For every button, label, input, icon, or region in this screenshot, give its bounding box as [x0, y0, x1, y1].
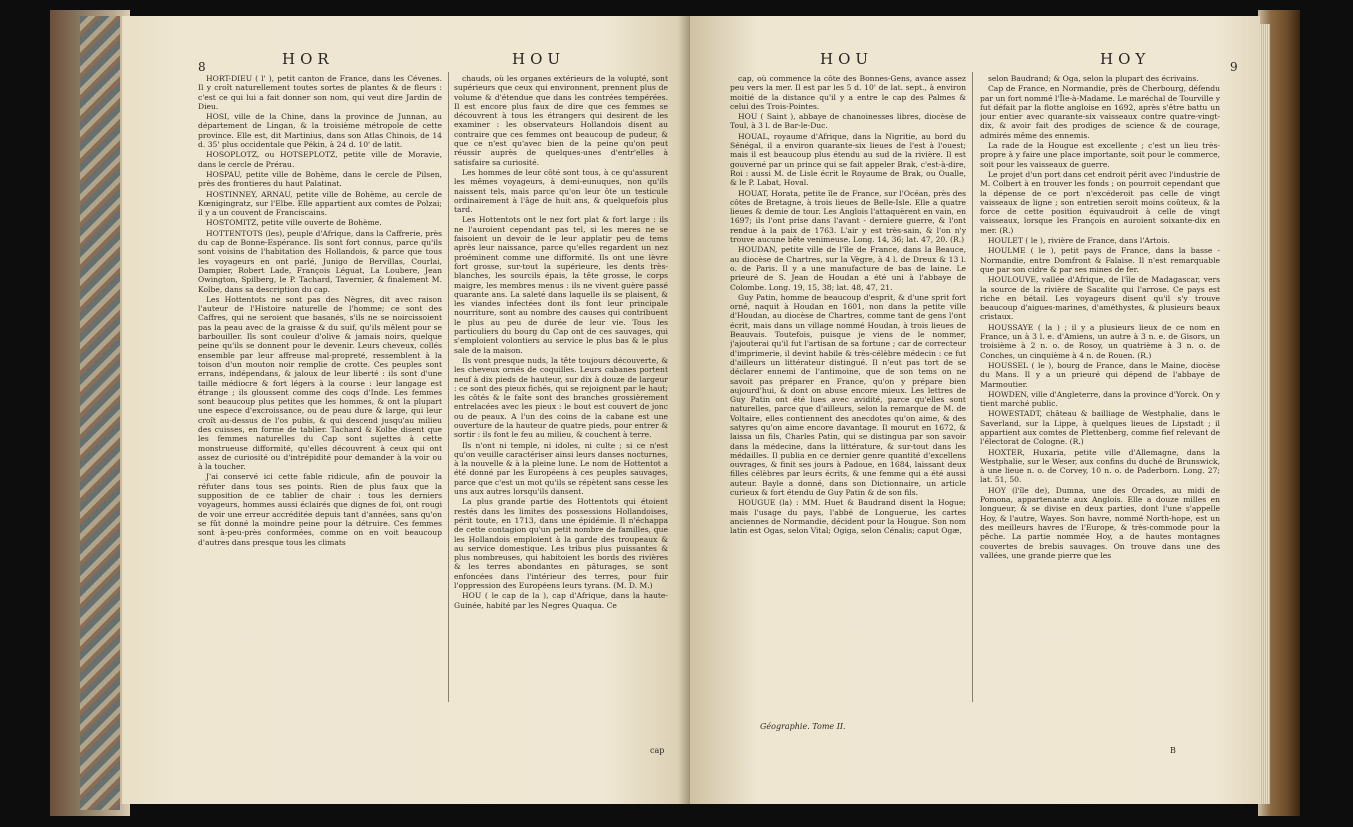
- running-head-left: HOR: [282, 50, 334, 68]
- entry-paragraph: Les hommes de leur côté sont tous, à ce qu'assurent les mêmes voyageurs, à demi-eunuques, non qu'ils naissent tels, mais parce qu'on leur ôte un testicule ordinairement à l'âge de huit ans, & quelquefois plus tard.: [454, 167, 668, 215]
- column-rule: [448, 72, 449, 702]
- entry-paragraph: La rade de la Hougue est excellente ; c'est un lieu très-propre à y faire une place importante, soit pour le commerce, soit pour les vaisseaux de guerre.: [980, 141, 1220, 169]
- entry-paragraph: cap, où commence la côte des Bonnes-Gens, avance assez peu vers la mer. Il est par les 5 d. 10' de lat. sept., à environ moitié de la distance qu'il y a entre le cap des Palmes & celui des Trois-Pointes.: [730, 74, 966, 111]
- entry-paragraph: HOUSSEL ( le ), bourg de France, dans le Maine, diocèse du Mans. Il y a un prieuré qui dépend de l'abbaye de Marmoutier.: [980, 360, 1220, 389]
- entry-paragraph: HOTTENTOTS (les), peuple d'Afrique, dans la Caffrerie, près du cap de Bonne-Espérance. Ils sont fort connus, parce qu'ils sont voisins de l'habitation des Hollandois, & parce que tous les voyageurs en ont parlé, Junigo de Bervillas, Courlai, Dampier, Robert Lade, François Léguat, La Loubere, Jean Owington, Spilberg, le P. Tachard, Tavernier, & finalement M. Kolbe, dans sa description du cap.: [198, 228, 442, 294]
- signature-line: Géographie. Tome II.: [760, 722, 846, 731]
- entry-paragraph: HOULOUVE, vallée d'Afrique, de l'île de Madagascar, vers la source de la rivière de Sacalite qui l'arrose. Ce pays est riche en bétail. Les voyageurs disent qu'il s'y trouve beaucoup d'aigues-marines, d'améthystes, & plusieurs beaux cristaux.: [980, 275, 1220, 322]
- entry-paragraph: HOUDAN, petite ville de l'île de France, dans la Beauce, au diocèse de Chartres, sur la Vègre, à 4 l. de Dreux & 13 l. o. de Paris. Il y a une manufacture de bas de laine. Le prieuré de S. Jean de Houdan a été uni à l'abbaye de Colombe. Long. 19, 15, 38; lat. 48, 47, 21.: [730, 245, 966, 292]
- entry-paragraph: HOSI, ville de la Chine, dans la province de Junnan, au département de Lingan, & la troisième métropole de cette province. Elle est, dit Martinius, dans son Atlas Chinois, de 14 d. 35' plus occidentale que Pékin, à 24 d. 10' de latit.: [198, 112, 442, 150]
- entry-paragraph: Les Hottentots ont le nez fort plat & fort large : ils ne l'auroient cependant pas tel, si les meres ne se faisoient un devoir de le leur applatir peu de tems après leur naissance, parce qu'elles regardent un nez proéminent comme une difformité. Ils ont une lèvre fort grosse, sur-tout la supérieure, les dents très-blanches, les sourcils épais, la tête grosse, le corps maigre, les membres menus : ils ne vivent guère passé quarante ans. La saleté dans laquelle ils se plaisent, & les viandes infectées dont ils font leur principale nourriture, sont au nombre des causes qui contribuent le plus au peu de durée de leur vie. Tous les particuliers du bourg du Cap ont de ces sauvages, qui s'emploient volontiers au service le plus bas & le plus sale de la maison.: [454, 215, 668, 355]
- entry-paragraph: HOUSSAYE ( la ) ; il y a plusieurs lieux de ce nom en France, un à 3 l. e. d'Amiens, un autre à 3 n. e. de Gisors, un troisième à 2 n. o. de Rosoy, un quatrième à 3 n. o. de Conches, un cinquième à 4 n. de Rouen. (R.): [980, 322, 1220, 360]
- entry-paragraph: HOULME ( le ), petit pays de France, dans la basse - Normandie, entre Domfront & Falaise. Il n'est remarquable que par son cidre & par ses mines de fer.: [980, 246, 1220, 274]
- page-number: 8: [198, 60, 206, 74]
- running-head-left: HOU: [820, 50, 874, 68]
- entry-paragraph: HOUAL, royaume d'Afrique, dans la Nigritie, au bord du Sénégal, il a environ quarante-six lieues de l'est à l'ouest; mais il est beaucoup plus étendu au sud de la rivière. Il est gouverné par un prince qui se fait appeler Brak, c'est-à-dire, Roi : aussi M. de Lisle écrit le Royaume de Brak, ou Oualle, & le P. Labat, Hoval.: [730, 131, 966, 188]
- text-column-2: [980, 74, 1220, 742]
- entry-paragraph: HOXTER, Huxaria, petite ville d'Allemagne, dans la Westphalie, sur le Weser, aux confins du duché de Brunswick, à une lieue n. o. de Corvey, 10 n. o. de Paderborn. Long. 27; lat. 51, 50.: [980, 447, 1220, 485]
- open-book: [50, 10, 1300, 816]
- column-rule: [972, 72, 973, 702]
- text-column-1: [730, 74, 966, 714]
- entry-paragraph: J'ai conservé ici cette fable ridicule, afin de pouvoir la réfuter dans tous ses points. Rien de plus faux que la supposition de ce tablier de chair : tous les derniers voyageurs, hommes aussi éclairés que dignes de foi, ont rougi de voir une erreur accréditée depuis tant d'années, sans qu'on se fût donné la moindre peine pour la détruire. Ces femmes sont à-peu-près conformées, comme on en voit beaucoup d'autres dans presque tous les climats: [198, 472, 442, 547]
- entry-paragraph: HOY (l'île de), Dumna, une des Orcades, au midi de Pomona, appartenante aux Anglois. Elle a douze milles en longueur, & se divise en deux parties, dont l'une s'appelle Hoy, & l'autre, Wayes. Son havre, nommé North-hope, est un des meilleurs havres de l'Europe, & très-commode pour la pêche. La partie nommée Hoy, a de hautes montagnes couvertes de brebis sauvages. On trouve dans une des vallées, une grande pierre que les: [980, 485, 1220, 560]
- entry-paragraph: HOSTINNEY, ARNAU, petite ville de Bohème, au cercle de Kœnigingratz, sur l'Elbe. Elle appartient aux comtes de Polzai; il y a un couvent de Franciscains.: [198, 189, 442, 218]
- entry-paragraph: HOUAT, Horata, petite île de France, sur l'Océan, près des côtes de Bretagne, à trois lieues de Belle-Isle. Elle a quatre lieues & demie de tour. Les Anglois l'attaquèrent en vain, en 1697; ils l'ont prise dans l'avant - derniere guerre, & l'ont rendue à la paix de 1763. L'air y est très-sain, & l'on n'y trouve aucune bête venimeuse. Long. 14, 36; lat. 47, 20. (R.): [730, 188, 966, 245]
- catchword: cap: [650, 746, 665, 755]
- entry-paragraph: HOU ( Saint ), abbaye de chanoinesses libres, diocèse de Toul, à 3 l. de Bar-le-Duc.: [730, 112, 966, 131]
- entry-paragraph: HORT-DIEU ( l' ), petit canton de France, dans les Cévenes. Il y croît naturellement toutes sortes de plantes & de fleurs : c'est ce qui lui a fait donner son nom, qui veut dire Jardin de Dieu.: [198, 74, 442, 111]
- running-head-right: HOU: [512, 50, 566, 68]
- marbled-endpaper: [80, 16, 120, 810]
- entry-paragraph: HOSTOMITZ, petite ville ouverte de Bohème.: [206, 218, 382, 228]
- entry-paragraph: chauds, où les organes extérieurs de la volupté, sont supérieurs que ceux qui environnent, prennent plus de volume & d'étendue que dans les contrées tempérées. Il est encore plus faux de dire que ces femmes se découvrent à tous les étrangers qui desirent de les examiner : les observateurs Hollandois disent au contraire que ces femmes ont beaucoup de pudeur, & que ce n'est qu'avec bien de la peine qu'on peut réussir auprès de quelques-unes d'entr'elles à satisfaire sa curiosité.: [454, 74, 668, 167]
- entry-paragraph: Cap de France, en Normandie, près de Cherbourg, défendu par un fort nommé l'Île-à-Madame. Le maréchal de Tourville y fut défait par la flotte angloise en 1692, après s'être battu un jour entier avec quarante-six vaisseaux contre quatre-vingt-dix, & avoir fait des prodiges de science & de courage, admirés même des ennemis.: [980, 84, 1220, 140]
- entry-paragraph: HOUGUE (la) : MM. Huet & Baudrand disent la Hogue; mais l'usage du pays, l'abbé de Longuerue, les cartes anciennes de Normandie, décident pour la Hougue. Son nom latin est Ogas, selon Vital; Ogiga, selon Cénalis; caput Ogæ,: [730, 498, 966, 536]
- text-column-1: [198, 74, 442, 742]
- entry-paragraph: Ils n'ont ni temple, ni idoles, ni culte ; si ce n'est qu'on veuille caractériser ainsi leurs danses nocturnes, à la nouvelle & à la pleine lune. Le nom de Hottentot a été donné par les Européens à ces peuples sauvages, parce que c'est un mot qu'ils se répètent sans cesse les uns aux autres lorsqu'ils dansent.: [454, 440, 668, 497]
- entry-paragraph: Guy Patin, homme de beaucoup d'esprit, & d'une sprit fort orné, naquit à Houdan en 1601, non dans la petite ville d'Houdan, au diocèse de Chartres, comme tant de gens l'ont écrit, mais dans un village nommé Houdan, à trois lieues de Beauvais. Toutefois, puisque je viens de le nommer, j'ajouterai qu'il fut l'artisan de sa fortune ; car de correcteur d'imprimerie, il devint habile & très-célèbre médecin : ce fut d'ailleurs un littérateur distingué. Il n'eut pas tort de se déclarer ennemi de l'antimoine, que de son tems on ne savoit pas préparer en France, qu'on y prépare bien aujourd'hui, & dont on abuse encore mieux. Les lettres de Guy Patin ont été lues avec avidité, parce qu'elles sont naturelles, parce que d'ailleurs, selon la remarque de M. de Voltaire, elles contiennent des anecdotes qu'on aime, & des satyres qu'on aime encore davantage. Il mourut en 1672, & laissa un fils, Charles Patin, qui se distingua par son savoir dans la médecine, dans la littérature, & sur-tout dans les médailles. Il publia en ce dernier genre quantité d'excellens ouvrages, & finit ses jours à Padoue, en 1684, laissant deux filles célèbres par leurs écrits, & une femme qui a été aussi auteur. Bayle a donné, dans son Dictionnaire, un article curieux & fort étendu de Guy Patin & de son fils.: [730, 292, 966, 498]
- entry-paragraph: HOU ( le cap de la ), cap d'Afrique, dans la haute-Guinée, habité par les Negres Quaqua. Ce: [454, 591, 668, 610]
- entry-paragraph: Les Hottentots ne sont pas des Nègres, dit avec raison l'auteur de l'Histoire naturelle de l'homme; ce sont des Caffres, qui ne seroient que basanés, s'ils ne se noircissoient pas la peau avec de la graisse & du suif, qu'ils mêlent pour se barbouiller. Ils sont couleur d'olive & jamais noirs, quelque peine qu'ils se donnent pour le devenir. Leurs cheveux, collés ensemble par leur affreuse mal-propreté, ressemblent à la toison d'un mouton noir remplie de crotte. Ces peuples sont errans, indépendans, & jaloux de leur liberté : ils sont d'une taille médiocre & fort légers à la course : leur langage est étrange ; ils gloussent comme des coqs d'Inde. Les femmes sont beaucoup plus petites que les hommes, & ont la plupart une espece d'excroissance, ou de peau dure & large, qui leur croît au-dessus de l'os pubis, & qui descend jusqu'au milieu des cuisses, en forme de tablier. Tachard & Kolbe disent que les femmes naturelles du Cap sont sujettes à cette monstrueuse difformité, qu'elles découvrent à ceux qui ont assez de curiosité ou d'intrépidité pour demander à la voir ou à la toucher.: [198, 294, 442, 472]
- entry-paragraph: Le projet d'un port dans cet endroit périt avec l'industrie de M. Colbert à en trouver les fonds ; on pourroit cependant que la dépense de ce port n'excéderoit pas celle de vingt vaisseaux de ligne ; son entretien seroit moins coûteux, & la force de cette position équivaudroit à celle de vingt vaisseaux, lorsque les François en auroient soixante-dix en mer. (R.): [980, 169, 1220, 235]
- running-head-right: HOY: [1100, 50, 1151, 68]
- entry-paragraph: HOWESTADT, château & bailliage de Westphalie, dans le Saverland, sur la Lippe, à quelques lieues de Lipstadt ; il appartient aux comtes de Plettenberg, comme fief relevant de l'électorat de Cologne. (R.): [980, 409, 1220, 447]
- left-page: [122, 16, 690, 804]
- right-page: [690, 16, 1260, 804]
- entry-paragraph: Ils vont presque nuds, la tête toujours découverte, & les cheveux ornés de coquilles. Leurs cabanes portent neuf à dix pieds de hauteur, sur dix à douze de largeur : ce sont des pieux fichés, qui se rejoignent par le haut; les côtés & le faîte sont des branches grossièrement entrelacées avec les pieux : le bout est couvert de jonc ou de peaux. A l'un des coins de la cabane est une ouverture de la hauteur de quatre pieds, pour entrer & sortir : ils font le feu au milieu, & couchent à terre.: [454, 355, 668, 440]
- page-number: 9: [1230, 60, 1238, 74]
- entry-paragraph: La plus grande partie des Hottentots qui étoient restés dans les limites des possessions Hollandoises, périt toute, en 1713, dans une épidémie. Il n'échappa de cette contagion qu'un petit nombre de familles, que les Hollandois emploient à la garde des troupeaux & au service domestique. Les tribus plus puissantes & plus nombreuses, qui habitoient les bords des rivières & les terres abondantes en pâturages, se sont enfoncées dans l'intérieur des terres, pour fuir l'oppression des Européens leurs tyrans. (M. D. M.): [454, 497, 668, 591]
- text-column-2: [454, 74, 668, 742]
- entry-paragraph: HOSOPLOTZ, ou HOTSEPLOTZ, petite ville de Moravie, dans le cercle de Prérau.: [198, 150, 442, 169]
- entry-paragraph: HOULET ( le ), rivière de France, dans l'Artois.: [988, 236, 1170, 246]
- entry-paragraph: HOWDEN, ville d'Angleterre, dans la province d'Yorck. On y tient marché public.: [980, 389, 1220, 409]
- entry-paragraph: selon Baudrand; & Oga, selon la plupart des écrivains.: [988, 74, 1199, 83]
- signature-mark: B: [1170, 746, 1176, 755]
- entry-paragraph: HOSPAU, petite ville de Bohème, dans le cercle de Pilsen, près des frontieres du haut Palatinat.: [198, 169, 442, 189]
